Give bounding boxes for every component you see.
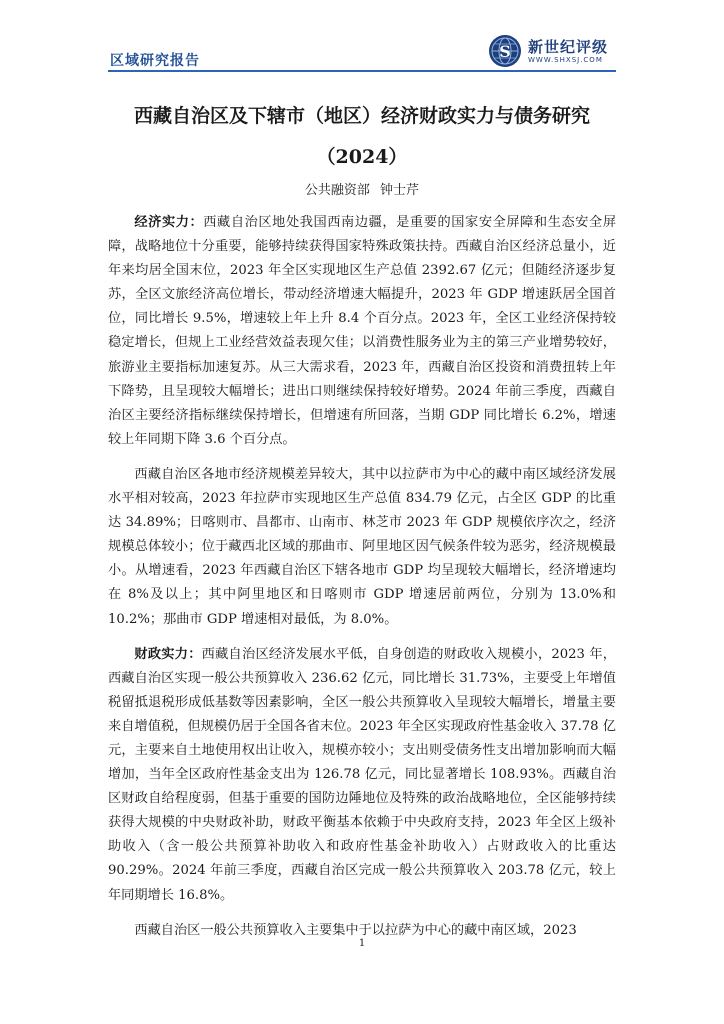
document-body [108,211,616,954]
page-number: 1 [358,938,366,949]
paragraph-lead: 财政实力： [134,646,202,662]
brand-url: WWW.SHXSJ.COM [528,56,603,64]
paragraph-text: 西藏自治区地处我国西南边疆，是重要的国家安全屏障和生态安全屏障，战略地位十分重要，能够持续获得国家特殊政策扶持。西藏自治区经济总量小，近年来均居全国末位，2023 年全区实现地区生产总值 2392.67 亿元；但随经济逐步复苏，全区文旅经济高位增长，带动经济增速大幅提升，2023 年 GDP 增速跃居全国首位，同比增长 9.5%，增速较上年上升 8.4 个百分点。2023 年，全区工业经济保持较稳定增长，但规上工业经营效益表现欠佳；以消费性服务业为主的第三产业增势较好，旅游业主要指标加速复苏。从三大需求看，2023 年，西藏自治区投资和消费扭转上年下降势，且呈现较大幅增长；进出口则继续保持较好增势。2024 年前三季度，西藏自治区主要经济指标继续保持增长，但增速有所回落，当期 GDP 同比增长 6.2%，增速较上年同期下降 3.6 个百分点。 [108,215,617,447]
logo-letter: S [499,42,511,61]
paragraph [108,211,616,452]
paragraph [108,643,616,908]
brand-globe-icon [488,34,522,68]
brand-name: 新世纪评级 [528,38,609,56]
paragraph-text: 西藏自治区各地市经济规模差异较大，其中以拉萨市为中心的藏中南区域经济发展水平相对较高，2023 年拉萨市实现地区生产总值 834.79 亿元，占全区 GDP 的比重达 34.89%；日喀则市、昌都市、山南市、林芝市 2023 年 GDP 规模依序次之，经济规模总体较小；位于藏西北区域的那曲市、阿里地区因气候条件较为恶劣，经济规模最小。从增速看，2023 年西藏自治区下辖各地市 GDP 均呈现较大幅增长，经济增速均在 8%及以上；其中阿里地区和日喀则市 GDP 增速居前两位，分别为 13.0%和 10.2%；那曲市 GDP 增速相对最低，为 8.0%。 [108,466,616,627]
report-type-label: 区域研究报告 [110,53,200,69]
paragraph-lead: 经济实力： [134,215,204,230]
brand-logo [488,32,628,70]
paragraph [108,463,616,632]
document-year: （2024） [316,146,408,168]
paragraph-text: 西藏自治区一般公共预算收入主要集中于以拉萨为中心的藏中南区域，2023 [134,922,577,938]
page-header [0,0,724,72]
document-title: 西藏自治区及下辖市（地区）经济财政实力与债务研究 [133,105,590,127]
header-divider [108,70,616,72]
document-author: 公共融资部 钟士芹 [304,183,420,198]
paragraph-text: 西藏自治区经济发展水平低，自身创造的财政收入规模小，2023 年，西藏自治区实现一般公共预算收入 236.62 亿元，同比增长 31.73%，主要受上年增值税留抵退税形成低基数等因素影响，全区一般公共预算收入呈现较大幅增长，增量主要来自增值税，但规模仍居于全国各省末位。2023 年全区实现政府性基金收入 37.78 亿元，主要来自土地使用权出让收入，规模亦较小；支出则受债务性支出增加影响而大幅增加，当年全区政府性基金支出为 126.78 亿元，同比显著增长 108.93%。西藏自治区财政自给程度弱，但基于重要的国防边陲地位及特殊的政治战略地位，全区能够持续获得大规模的中央财政补助，财政平衡基本依赖于中央政府支持，2023 年全区上级补助收入（含一般公共预算补助收入和政府性基金补助收入）占财政收入的比重达 90.29%。2024 年前三季度，西藏自治区完成一般公共预算收入 203.78 亿元，较上年同期增长 16.8%。 [108,646,616,903]
